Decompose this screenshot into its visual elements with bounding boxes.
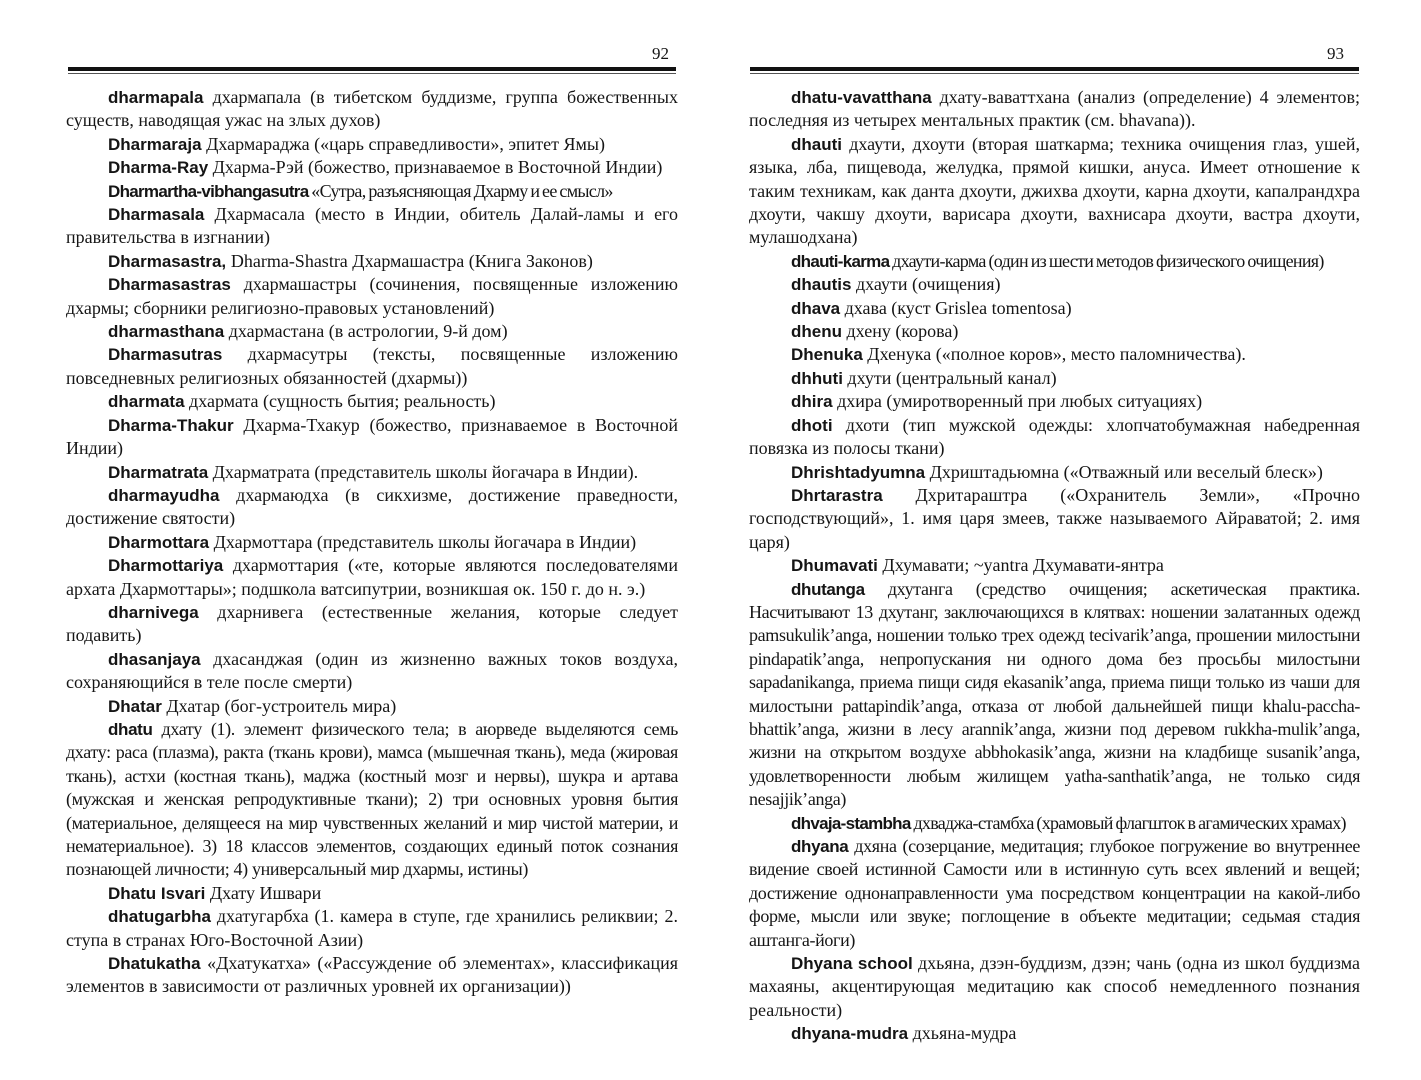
entry-definition: дхатугарбха (1. камера в ступе, где хранились реликвии; 2. ступа в странах Юго-Восточной Азии) <box>66 906 678 950</box>
dictionary-entry <box>66 273 678 320</box>
entry-term: dhautis <box>791 275 852 295</box>
entry-definition: дхармаюдха (в сикхизме, достижение праведности, достижение святости) <box>66 484 678 529</box>
dictionary-entry <box>66 695 678 718</box>
entry-term: dhava <box>791 298 841 318</box>
entry-definition: дхаути (очищения) <box>851 274 1001 295</box>
entry-definition: Дхарма-Тхакур (божество, признаваемое в Восточной Индии) <box>66 414 678 459</box>
entry-term: dharmata <box>108 392 185 412</box>
dictionary-entry <box>749 367 1360 390</box>
entry-term: dhoti <box>791 415 833 435</box>
entry-definition: «Дхатукатха» («Рассуждение об элементах», классификация элементов в зависимости от различных уровней их организации)) <box>66 953 678 997</box>
dictionary-entry <box>749 461 1360 484</box>
dictionary-entry <box>749 320 1360 343</box>
entry-definition: дхира (умиротворенный при любых ситуациях) <box>832 391 1203 412</box>
entry-definition: дхаути-карма (один из шести методов физического очищения) <box>889 250 1324 271</box>
entry-term: dharmayudha <box>108 485 220 505</box>
entry-term: Dharma-Thakur <box>108 415 234 435</box>
dictionary-entry <box>66 718 678 882</box>
entry-definition: дхьяна, дзэн-буддизм, дзэн; чань (одна из школ буддизма махаяны, акцентирующая медитацию как способ немедленного познания реальности) <box>749 953 1360 1020</box>
entry-list <box>66 86 678 999</box>
dictionary-entry <box>66 905 678 952</box>
entry-term: dharmasthana <box>108 322 225 342</box>
dictionary-entry <box>749 297 1360 320</box>
entry-definition: дхату (1). элемент физического тела; в аюрведе выделяются семь дхату: раса (плазма), ракта (ткань крови), мамса (мышечная ткань), меда (жировая ткань), астхи (костная ткань), маджа (костный мозг и нервы), шукра и артава (мужская и женская репродуктивные ткани); 2) три основных уровня бытия (материальное, делящееся на мир чувственных желаний и мир чистой материи, и нематериальное). 3) 18 классов элементов, создающих единый поток сознания познающей личности; 4) универсальный мир дхармы, истины) <box>66 718 678 880</box>
dictionary-entry <box>66 86 678 133</box>
entry-definition: дхасанджая (один из жизненно важных токов воздуха, сохраняющийся в теле после смерти) <box>66 648 678 693</box>
entry-definition: дхоти (тип мужской одежды: хлопчатобумажная набедренная повязка из полосы ткани) <box>749 414 1360 459</box>
dictionary-entry <box>66 531 678 554</box>
entry-term: dhyana-mudra <box>791 1024 909 1044</box>
dictionary-entry <box>749 835 1360 952</box>
dictionary-entry <box>66 601 678 648</box>
entry-term: Dharmasastras <box>108 275 231 295</box>
entry-term: Dhrishtadyumna <box>791 462 926 482</box>
entry-definition: Дхармасала (место в Индии, обитель Далай-ламы и его правительства в изгнании) <box>66 204 678 248</box>
dictionary-entry <box>749 86 1360 133</box>
entry-definition: дхену (корова) <box>842 321 959 342</box>
dictionary-entry <box>66 133 678 156</box>
entry-definition: Дхриштадьюмна («Отважный или веселый блеск») <box>925 461 1323 482</box>
entry-definition: дхьяна-мудра <box>908 1023 1017 1044</box>
entry-definition: Дхатар (бог-устроитель мира) <box>161 695 397 716</box>
entry-definition: Дхарматрата (представитель школы йогачара в Индии). <box>208 461 639 482</box>
entry-term: dharnivega <box>108 602 199 622</box>
dictionary-entry <box>66 882 678 905</box>
dictionary-entry <box>66 180 678 203</box>
dictionary-entry <box>66 250 678 273</box>
dictionary-entry <box>66 320 678 343</box>
dictionary-entry <box>66 156 678 179</box>
entry-definition: дхармоттария («те, которые являются последователями архата Дхармоттары»; подшкола ватсипутрии, возникшая ок. 150 г. до н. э.) <box>66 555 678 599</box>
entry-definition: Дхарма-Рэй (божество, признаваемое в Восточной Индии) <box>208 157 663 178</box>
entry-definition: дхути (центральный канал) <box>842 367 1057 388</box>
dictionary-entry <box>66 203 678 250</box>
entry-term: dhvaja-stambha <box>791 813 911 833</box>
page-number: 92 <box>652 44 669 63</box>
entry-term: dhatugarbha <box>108 907 211 927</box>
entry-definition: дхваджа-стамбха (храмовый флагшток в агамических храмах) <box>910 812 1346 833</box>
entry-list <box>749 86 1360 1046</box>
entry-term: Dhatar <box>108 696 162 716</box>
entry-term: Dhatu Isvari <box>108 883 206 903</box>
dictionary-entry <box>749 812 1360 835</box>
entry-term: dhhuti <box>791 368 843 388</box>
dictionary-entry <box>66 648 678 695</box>
page-number: 93 <box>1327 44 1344 63</box>
dictionary-entry <box>749 250 1360 273</box>
entry-definition: Dharma-Shastra Дхармашастра (Книга Законов) <box>230 250 593 271</box>
dictionary-entry <box>749 390 1360 413</box>
entry-term: Dharmartha-vibhangasutra <box>108 181 309 201</box>
entry-term: dhenu <box>791 322 842 342</box>
entry-definition: Дхритараштра («Охранитель Земли», «Прочно господствующий», 1. имя царя змеев, также называемого Айраватой; 2. имя царя) <box>749 484 1360 552</box>
dictionary-entry <box>749 554 1360 577</box>
dictionary-entry <box>66 554 678 601</box>
entry-term: dhira <box>791 392 833 412</box>
entry-definition: Дхату Ишвари <box>205 882 322 903</box>
dictionary-entry <box>66 461 678 484</box>
entry-term: Dharma-Ray <box>108 158 209 178</box>
entry-term: Dhumavati <box>791 556 878 576</box>
entry-term: dhauti <box>791 134 842 154</box>
entry-term: Dhyana school <box>791 954 913 974</box>
entry-term: Dharmottariya <box>108 556 224 576</box>
entry-term: Dhenuka <box>791 345 863 365</box>
entry-definition: Дхумавати; ~yantra Дхумавати-янтра <box>877 555 1164 576</box>
dictionary-entry <box>749 1022 1360 1045</box>
entry-definition: Дхенука («полное коров», место паломничества). <box>862 344 1246 365</box>
entry-definition: дхутанга (средство очищения; аскетическая практика. Насчитывают 13 дхутанг, заключающихся в клятвах: ношении залатанных одежд pamsukulik’anga, ношении только трех одежд tecivarik’anga, прошении милостыни pindapatik’anga, непропускания ни одного дома без просьбы милостыни sapadanikanga, приема пищи сидя ekasanik’anga, приема пищи только из чаши для милостыни pattapindik’anga, отказа от любой дальнейшей пищи khalu-paccha-bhattik’anga, жизни в лесу arannik’anga, жизни под деревом rukkha-mulik’anga, жизни на открытом воздухе abbhokasik’anga, жизни на кладбище susanik’anga, удовлетворенности любым жилищем yatha-santhatik’anga, не только сидя nesajjik’anga) <box>749 578 1360 810</box>
entry-definition: дхаути, дхоути (вторая шаткарма; техника очищения глаз, ушей, языка, лба, пищевода, желудка, прямой кишки, ануса. Имеет отношение к таким техникам, как данта дхоути, джихва дхоути, карна дхоути, капалрандхра дхоути, чакшу дхоути, варисара дхоути, вахнисара дхоути, вастра дхоути, мулашодхана) <box>749 133 1360 248</box>
entry-definition: дхармашастры (сочинения, посвященные изложению дхармы; сборники религиозно-правовых установлений) <box>66 274 678 318</box>
entry-definition: дхармасутры (тексты, посвященные изложению повседневных религиозных обязанностей (дхармы)) <box>66 344 678 388</box>
entry-term: Dharmasastra, <box>108 251 231 271</box>
dictionary-entry <box>66 343 678 390</box>
entry-definition: дхармастана (в астрологии, 9-й дом) <box>224 321 508 342</box>
entry-term: dhyana <box>791 837 849 856</box>
left-page <box>0 0 710 1080</box>
entry-term: Dharmatrata <box>108 462 209 482</box>
entry-definition: «Сутра, разъясняющая Дхарму и ее смысл» <box>308 180 613 201</box>
right-page <box>712 0 1421 1080</box>
entry-term: Dharmasutras <box>108 345 223 365</box>
entry-term: Dhrtarastra <box>791 485 883 505</box>
dictionary-entry <box>749 414 1360 461</box>
dictionary-entry <box>66 390 678 413</box>
dictionary-entry <box>749 952 1360 1022</box>
dictionary-entry <box>749 578 1360 812</box>
entry-term: dharmapala <box>108 88 204 107</box>
dictionary-entry <box>66 952 678 999</box>
entry-term: dhatu-vavatthana <box>791 88 932 107</box>
dictionary-entry <box>749 273 1360 296</box>
entry-term: dhasanjaya <box>108 649 201 669</box>
entry-definition: дхава (куст Grislea tomentosa) <box>840 297 1072 318</box>
entry-term: Dharmasala <box>108 205 205 225</box>
entry-term: Dhatukatha <box>108 954 201 974</box>
entry-term: dhatu <box>108 719 153 739</box>
entry-definition: дхармата (сущность бытия; реальность) <box>184 391 496 412</box>
dictionary-entry <box>749 343 1360 366</box>
entry-definition: дхату-ваваттхана (анализ (определение) 4 элементов; последняя из четырех ментальных практик (см. bhavana)). <box>749 87 1360 131</box>
entry-term: Dharmaraja <box>108 134 202 154</box>
entry-term: dhauti-karma <box>791 251 890 271</box>
dictionary-entry <box>66 414 678 461</box>
entry-term: Dharmottara <box>108 532 210 552</box>
dictionary-entry <box>749 133 1360 250</box>
dictionary-entry <box>66 484 678 531</box>
header-rule <box>68 67 676 71</box>
entry-definition: дхармапала (в тибетском буддизме, группа божественных существ, наводящая ужас на злых духов) <box>66 87 678 131</box>
header-rule <box>750 67 1359 71</box>
entry-definition: Дхармоттара (представитель школы йогачара в Индии) <box>209 531 637 552</box>
dictionary-entry <box>749 484 1360 554</box>
entry-definition: дхяна (созерцание, медитация; глубокое погружение во внутреннее видение своей истинной Самости или в истинную суть всех явлений и вещей; достижение однонаправленности ума посредством концентрации на какой-либо форме, мысли или звуке; поглощение в объекте медитации; седьмая стадия аштанга-йоги) <box>749 836 1360 950</box>
entry-definition: дхарнивега (естественные желания, которые следует подавить) <box>66 601 678 646</box>
entry-term: dhutanga <box>791 579 865 599</box>
entry-definition: Дхармараджа («царь справедливости», эпитет Ямы) <box>201 133 606 154</box>
